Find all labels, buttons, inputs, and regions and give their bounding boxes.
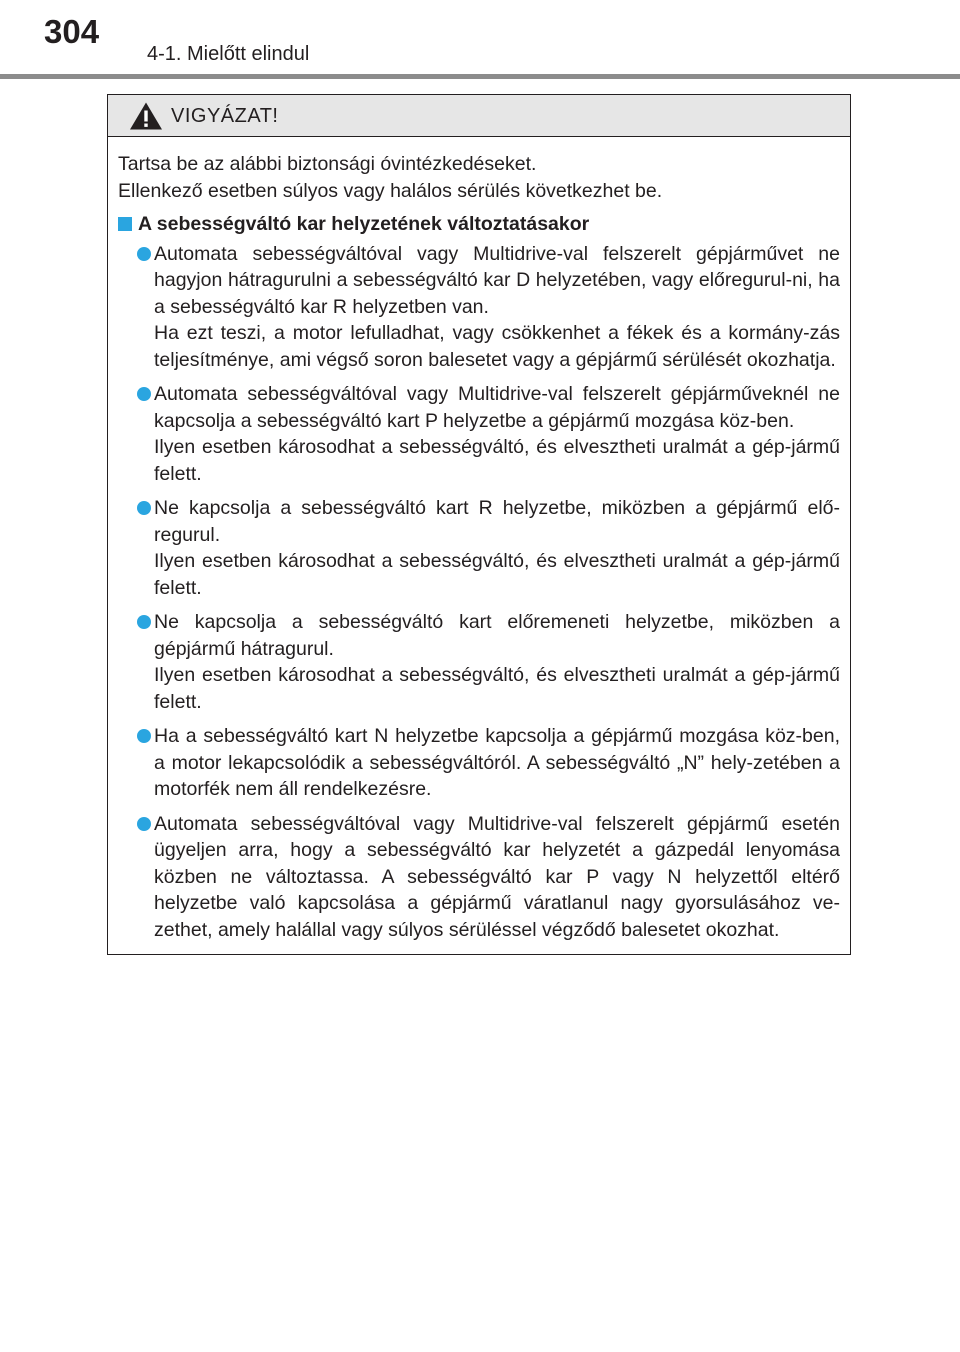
intro-line: Ellenkező esetben súlyos vagy halálos sérülés következhet be. [118, 179, 663, 202]
page-number: 304 [44, 13, 100, 50]
item-text: Ne kapcsolja a sebességváltó kart R helyzetbe, miközben a gépjármű elő-regurul. [154, 497, 840, 546]
circle-bullet-icon [137, 615, 151, 629]
square-bullet-icon [118, 217, 132, 231]
item-text: Ne kapcsolja a sebességváltó kart előremeneti helyzetbe, miközben a gépjármű hátragurul. [154, 611, 840, 660]
section-heading [118, 211, 840, 238]
warning-triangle-icon [129, 101, 163, 131]
circle-bullet-icon [137, 501, 151, 515]
item-note: Ilyen esetben károsodhat a sebességváltó, és elvesztheti uralmát a gép-jármű felett. [154, 550, 840, 599]
list-item [118, 811, 840, 944]
circle-bullet-icon [137, 729, 151, 743]
circle-bullet-icon [137, 817, 151, 831]
caution-body [108, 137, 850, 943]
item-note: Ilyen esetben károsodhat a sebességváltó, és elvesztheti uralmát a gép-jármű felett. [154, 664, 840, 713]
header-rule [0, 74, 960, 79]
caution-header [108, 95, 850, 137]
item-text: Automata sebességváltóval vagy Multidrive-val felszerelt gépjárművet ne hagyjon hátragurulni a sebességváltó kar D helyzetében, vagy előregurul-ni, ha a sebességváltó kar R helyzetben van. [154, 242, 840, 318]
item-note: Ha ezt teszi, a motor lefulladhat, vagy csökkenhet a fékek és a kormány-zás teljesítménye, ami végső soron balesetet vagy a gépjármű sérülését okozhatja. [154, 322, 840, 371]
list-item [118, 495, 840, 601]
item-text: Automata sebességváltóval vagy Multidrive-val felszerelt gépjárműveknél ne kapcsolja a sebességváltó kart P helyzetbe a gépjármű mozgása köz-ben. [154, 383, 840, 432]
list-item [118, 609, 840, 715]
item-text: Ha a sebességváltó kart N helyzetbe kapcsolja a gépjármű mozgása köz-ben, a motor lekapcsolódik a sebességváltóról. A sebességváltó „N” hely-zetében a motorfék nem áll rendelkezésre. [154, 725, 840, 800]
item-text: Automata sebességváltóval vagy Multidrive-val felszerelt gépjármű esetén ügyeljen arra, hogy a sebességváltó kar helyzetét a gázpedál lenyomása közben ne változtassa. A sebességváltó kar P vagy N helyzettől eltérő helyzetbe való kapcsolása a gépjármű váratlanul nagy gyorsulásához ve-zethet, amely halállal vagy súlyos sérüléssel végződő balesetet okozhat. [154, 812, 840, 941]
item-note: Ilyen esetben károsodhat a sebességváltó, és elvesztheti uralmát a gép-jármű felett. [154, 436, 840, 485]
circle-bullet-icon [137, 387, 151, 401]
list-item [118, 241, 840, 374]
caution-intro [118, 151, 840, 204]
running-header: 4-1. Mielőtt elindul [147, 43, 310, 65]
caution-box [107, 94, 851, 955]
section-title: A sebességváltó kar helyzetének változtatásakor [138, 213, 590, 235]
intro-line: Tartsa be az alábbi biztonsági óvintézkedéseket. [118, 153, 537, 175]
list-item [118, 723, 840, 803]
caution-list [118, 241, 840, 944]
circle-bullet-icon [137, 247, 151, 261]
list-item [118, 381, 840, 487]
caution-title: VIGYÁZAT! [171, 105, 279, 127]
